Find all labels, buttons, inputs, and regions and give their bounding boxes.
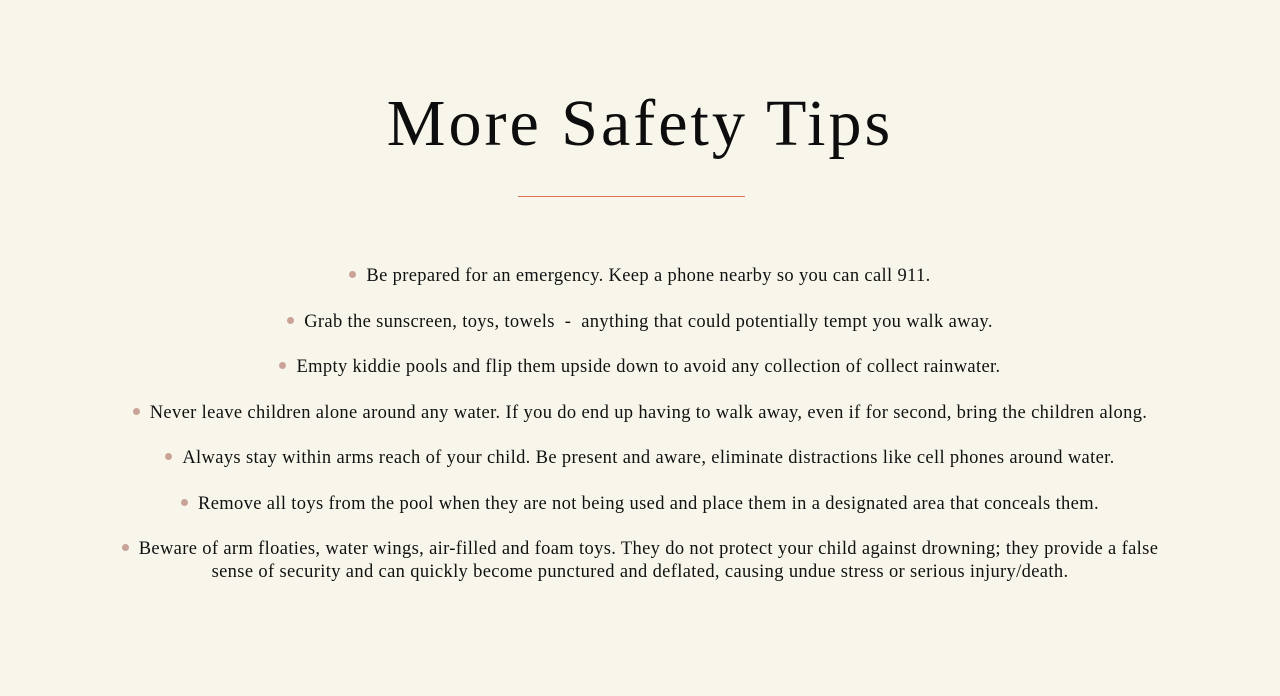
title-divider: [518, 196, 745, 197]
safety-tips-list: [100, 265, 1180, 607]
list-item: [100, 538, 1180, 584]
list-item: [100, 493, 1180, 516]
tip-text: Grab the sunscreen, toys, towels - anything that could potentially tempt you walk away.: [304, 311, 993, 332]
bullet-icon: [181, 499, 188, 506]
bullet-icon: [165, 453, 172, 460]
bullet-icon: [122, 544, 129, 551]
tip-text: Beware of arm floaties, water wings, air-filled and foam toys. They do not protect your child against drowning; they provide a false sense of security and can quickly become punctured and deflated, causing undue stress or serious injury/death.: [138, 539, 1159, 582]
list-item: [100, 356, 1180, 379]
list-item: [100, 402, 1180, 425]
tip-text: Remove all toys from the pool when they are not being used and place them in a designated area that conceals them.: [198, 493, 1099, 514]
tip-text: Always stay within arms reach of your child. Be present and aware, eliminate distractions like cell phones around water.: [182, 448, 1115, 468]
bullet-icon: [279, 362, 286, 369]
tip-text: Empty kiddie pools and flip them upside down to avoid any collection of collect rainwater.: [296, 357, 1001, 377]
page-title: More Safety Tips: [386, 87, 894, 160]
bullet-icon: [287, 317, 294, 324]
list-item: [100, 265, 1180, 288]
bullet-icon: [349, 271, 356, 278]
tip-text: Be prepared for an emergency. Keep a phone nearby so you can call 911.: [366, 266, 931, 286]
tip-text: Never leave children alone around any water. If you do end up having to walk away, even if for second, bring the children along.: [149, 402, 1148, 423]
bullet-icon: [133, 408, 140, 415]
list-item: [100, 447, 1180, 470]
list-item: [100, 311, 1180, 334]
